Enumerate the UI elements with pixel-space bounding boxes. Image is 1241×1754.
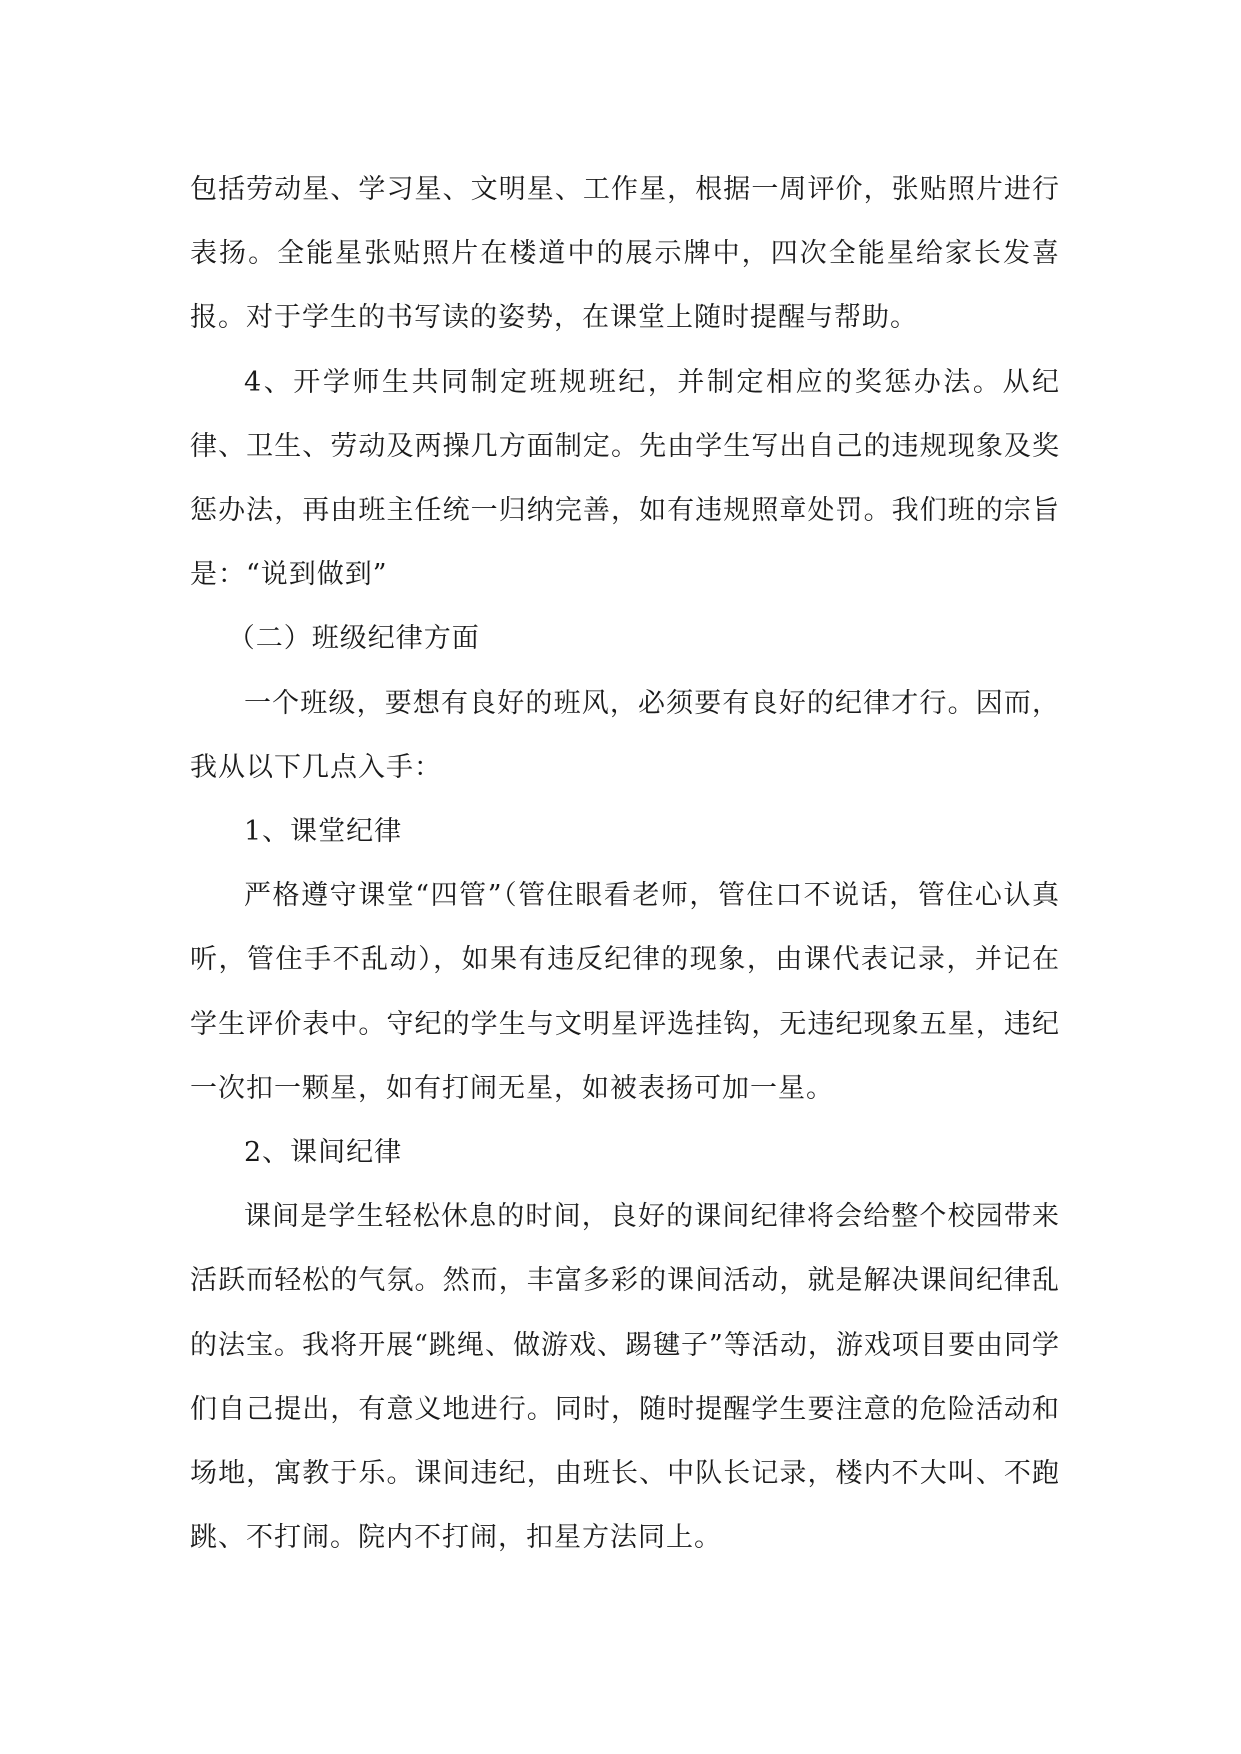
document-body (190, 158, 1060, 1570)
paragraph-stars-praise: 包括劳动星、学习星、文明星、工作星，根据一周评价，张贴照片进行表扬。全能星张贴照片在楼道中的展示牌中，四次全能星给家长发喜报。对于学生的书写读的姿势，在课堂上随时提醒与帮助。 (190, 174, 1060, 334)
paragraph-class-rules: 4、开学师生共同制定班规班纪，并制定相应的奖惩办法。从纪律、卫生、劳动及两操几方面制定。先由学生写出自己的违规现象及奖惩办法，再由班主任统一归纳完善，如有违规照章处罚。我们班的宗旨是：“说到做到” (190, 366, 1060, 591)
subheading-break-discipline: 2、课间纪律 (244, 1137, 403, 1169)
paragraph-discipline-intro: 一个班级，要想有良好的班风，必须要有良好的纪律才行。因而，我从以下几点入手： (190, 687, 1060, 783)
section-heading-class-discipline: （二）班级纪律方面 (227, 623, 480, 655)
paragraph-break-discipline: 课间是学生轻松休息的时间，良好的课间纪律将会给整个校园带来活跃而轻松的气氛。然而，丰富多彩的课间活动，就是解决课间纪律乱的法宝。我将开展“跳绳、做游戏、踢毽子”等活动，游戏项目要由同学们自己提出，有意义地进行。同时，随时提醒学生要注意的危险活动和场地，寓教于乐。课间违纪，由班长、中队长记录，楼内不大叫、不跑跳、不打闹。院内不打闹，扣星方法同上。 (190, 1201, 1060, 1554)
subheading-classroom-discipline: 1、课堂纪律 (244, 816, 403, 848)
paragraph-classroom-discipline: 严格遵守课堂“四管”（管住眼看老师，管住口不说话，管住心认真听，管住手不乱动），如果有违反纪律的现象，由课代表记录，并记在学生评价表中。守纪的学生与文明星评选挂钩，无违纪现象五星，违纪一次扣一颗星，如有打闹无星，如被表扬可加一星。 (190, 880, 1060, 1104)
